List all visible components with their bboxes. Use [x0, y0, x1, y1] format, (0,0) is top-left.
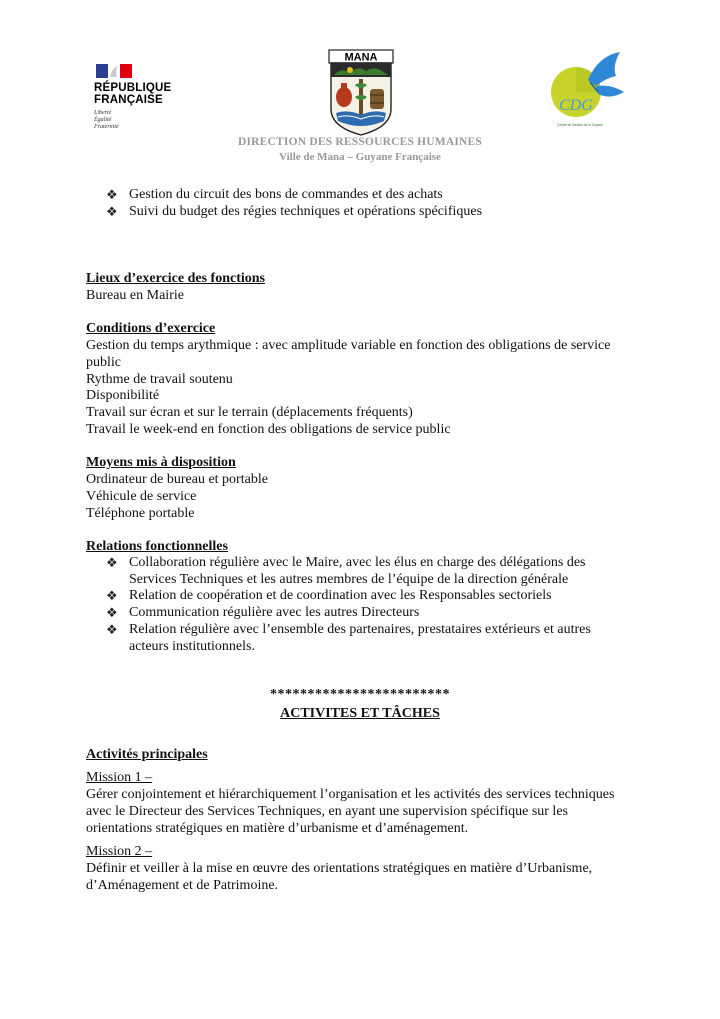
- section-heading-conditions: Conditions d’exercice: [86, 321, 216, 336]
- lieux-text: Bureau en Mairie: [86, 288, 184, 303]
- direction-title: DIRECTION DES RESSOURCES HUMAINES: [237, 136, 482, 148]
- relations-item-cont: Services Techniques et les autres membres de l’équipe de la direction générale: [129, 572, 569, 587]
- mission-line: avec le Directeur des Services Techniques, en ayant une supervision spécifique sur les: [86, 804, 568, 819]
- separator-stars: ************************: [270, 687, 450, 702]
- section-heading-moyens: Moyens mis à disposition: [86, 455, 236, 470]
- marianne-flag-icon: [96, 64, 132, 78]
- bullet-icon: ❖: [106, 555, 118, 570]
- relations-item: Communication régulière avec les autres Directeurs: [129, 605, 420, 620]
- relations-item: Collaboration régulière avec le Maire, avec les élus en charge des délégations des: [129, 555, 586, 570]
- cdg-logo-icon: [546, 46, 628, 136]
- mana-coat-of-arms-icon: [328, 49, 394, 137]
- bullet-icon: ❖: [106, 204, 118, 219]
- moyens-line: Ordinateur de bureau et portable: [86, 472, 268, 487]
- mission-line: Définir et veiller à la mise en œuvre des orientations stratégiques en matière d’Urbanisme,: [86, 861, 593, 876]
- list-item: Suivi du budget des régies techniques et opérations spécifiques: [129, 204, 483, 219]
- mission-line: d’Aménagement et de Patrimoine.: [86, 878, 279, 893]
- conditions-line: Travail sur écran et sur le terrain (déplacements fréquents): [86, 405, 413, 420]
- bullet-icon: ❖: [106, 605, 118, 620]
- conditions-line: public: [86, 355, 121, 370]
- list-item: Gestion du circuit des bons de commandes et des achats: [129, 187, 443, 202]
- section-title-activites: ACTIVITES ET TÂCHES: [280, 706, 440, 721]
- section-heading-relations: Relations fonctionnelles: [86, 539, 228, 554]
- cdg-logo-text: CDG: [559, 97, 593, 114]
- rf-title-line2: FRANÇAISE: [94, 94, 163, 106]
- conditions-line: Gestion du temps arythmique : avec amplitude variable en fonction des obligations de service: [86, 338, 611, 353]
- bullet-icon: ❖: [106, 622, 118, 637]
- mission-label: Mission 2 –: [86, 844, 153, 859]
- moyens-line: Véhicule de service: [86, 489, 197, 504]
- republique-francaise-logo: [94, 64, 214, 131]
- rf-motto-liberte: Liberté: [94, 110, 112, 116]
- conditions-line: Travail le week-end en fonction des obligations de service public: [86, 422, 451, 437]
- section-heading-lieux: Lieux d’exercice des fonctions: [86, 271, 265, 286]
- rf-motto: [94, 110, 214, 131]
- relations-item-cont: acteurs institutionnels.: [129, 639, 255, 654]
- conditions-line: Disponibilité: [86, 388, 160, 403]
- rf-motto-egalite: Égalité: [94, 117, 112, 123]
- emblem-label: MANA: [344, 51, 378, 64]
- section-heading-activites: Activités principales: [86, 747, 208, 762]
- conditions-line: Rythme de travail soutenu: [86, 372, 233, 387]
- relations-item: Relation régulière avec l’ensemble des partenaires, prestataires extérieurs et autres: [129, 622, 591, 637]
- mission-line: orientations stratégiques en matière d’urbanisme et d’aménagement.: [86, 821, 469, 836]
- city-subtitle: Ville de Mana – Guyane Française: [279, 151, 441, 163]
- bullet-icon: ❖: [106, 588, 118, 603]
- rf-title-line1: RÉPUBLIQUE: [94, 82, 172, 94]
- mission-label: Mission 1 –: [86, 770, 153, 785]
- mission-line: Gérer conjointement et hiérarchiquement l’organisation et les activités des services techniques: [86, 787, 615, 802]
- moyens-line: Téléphone portable: [86, 506, 195, 521]
- bullet-icon: ❖: [106, 187, 118, 202]
- relations-item: Relation de coopération et de coordination avec les Responsables sectoriels: [129, 588, 552, 603]
- rf-motto-fraternite: Fraternité: [94, 124, 119, 130]
- cdg-logo-caption: Centre de Gestion de la Guyane: [557, 123, 603, 127]
